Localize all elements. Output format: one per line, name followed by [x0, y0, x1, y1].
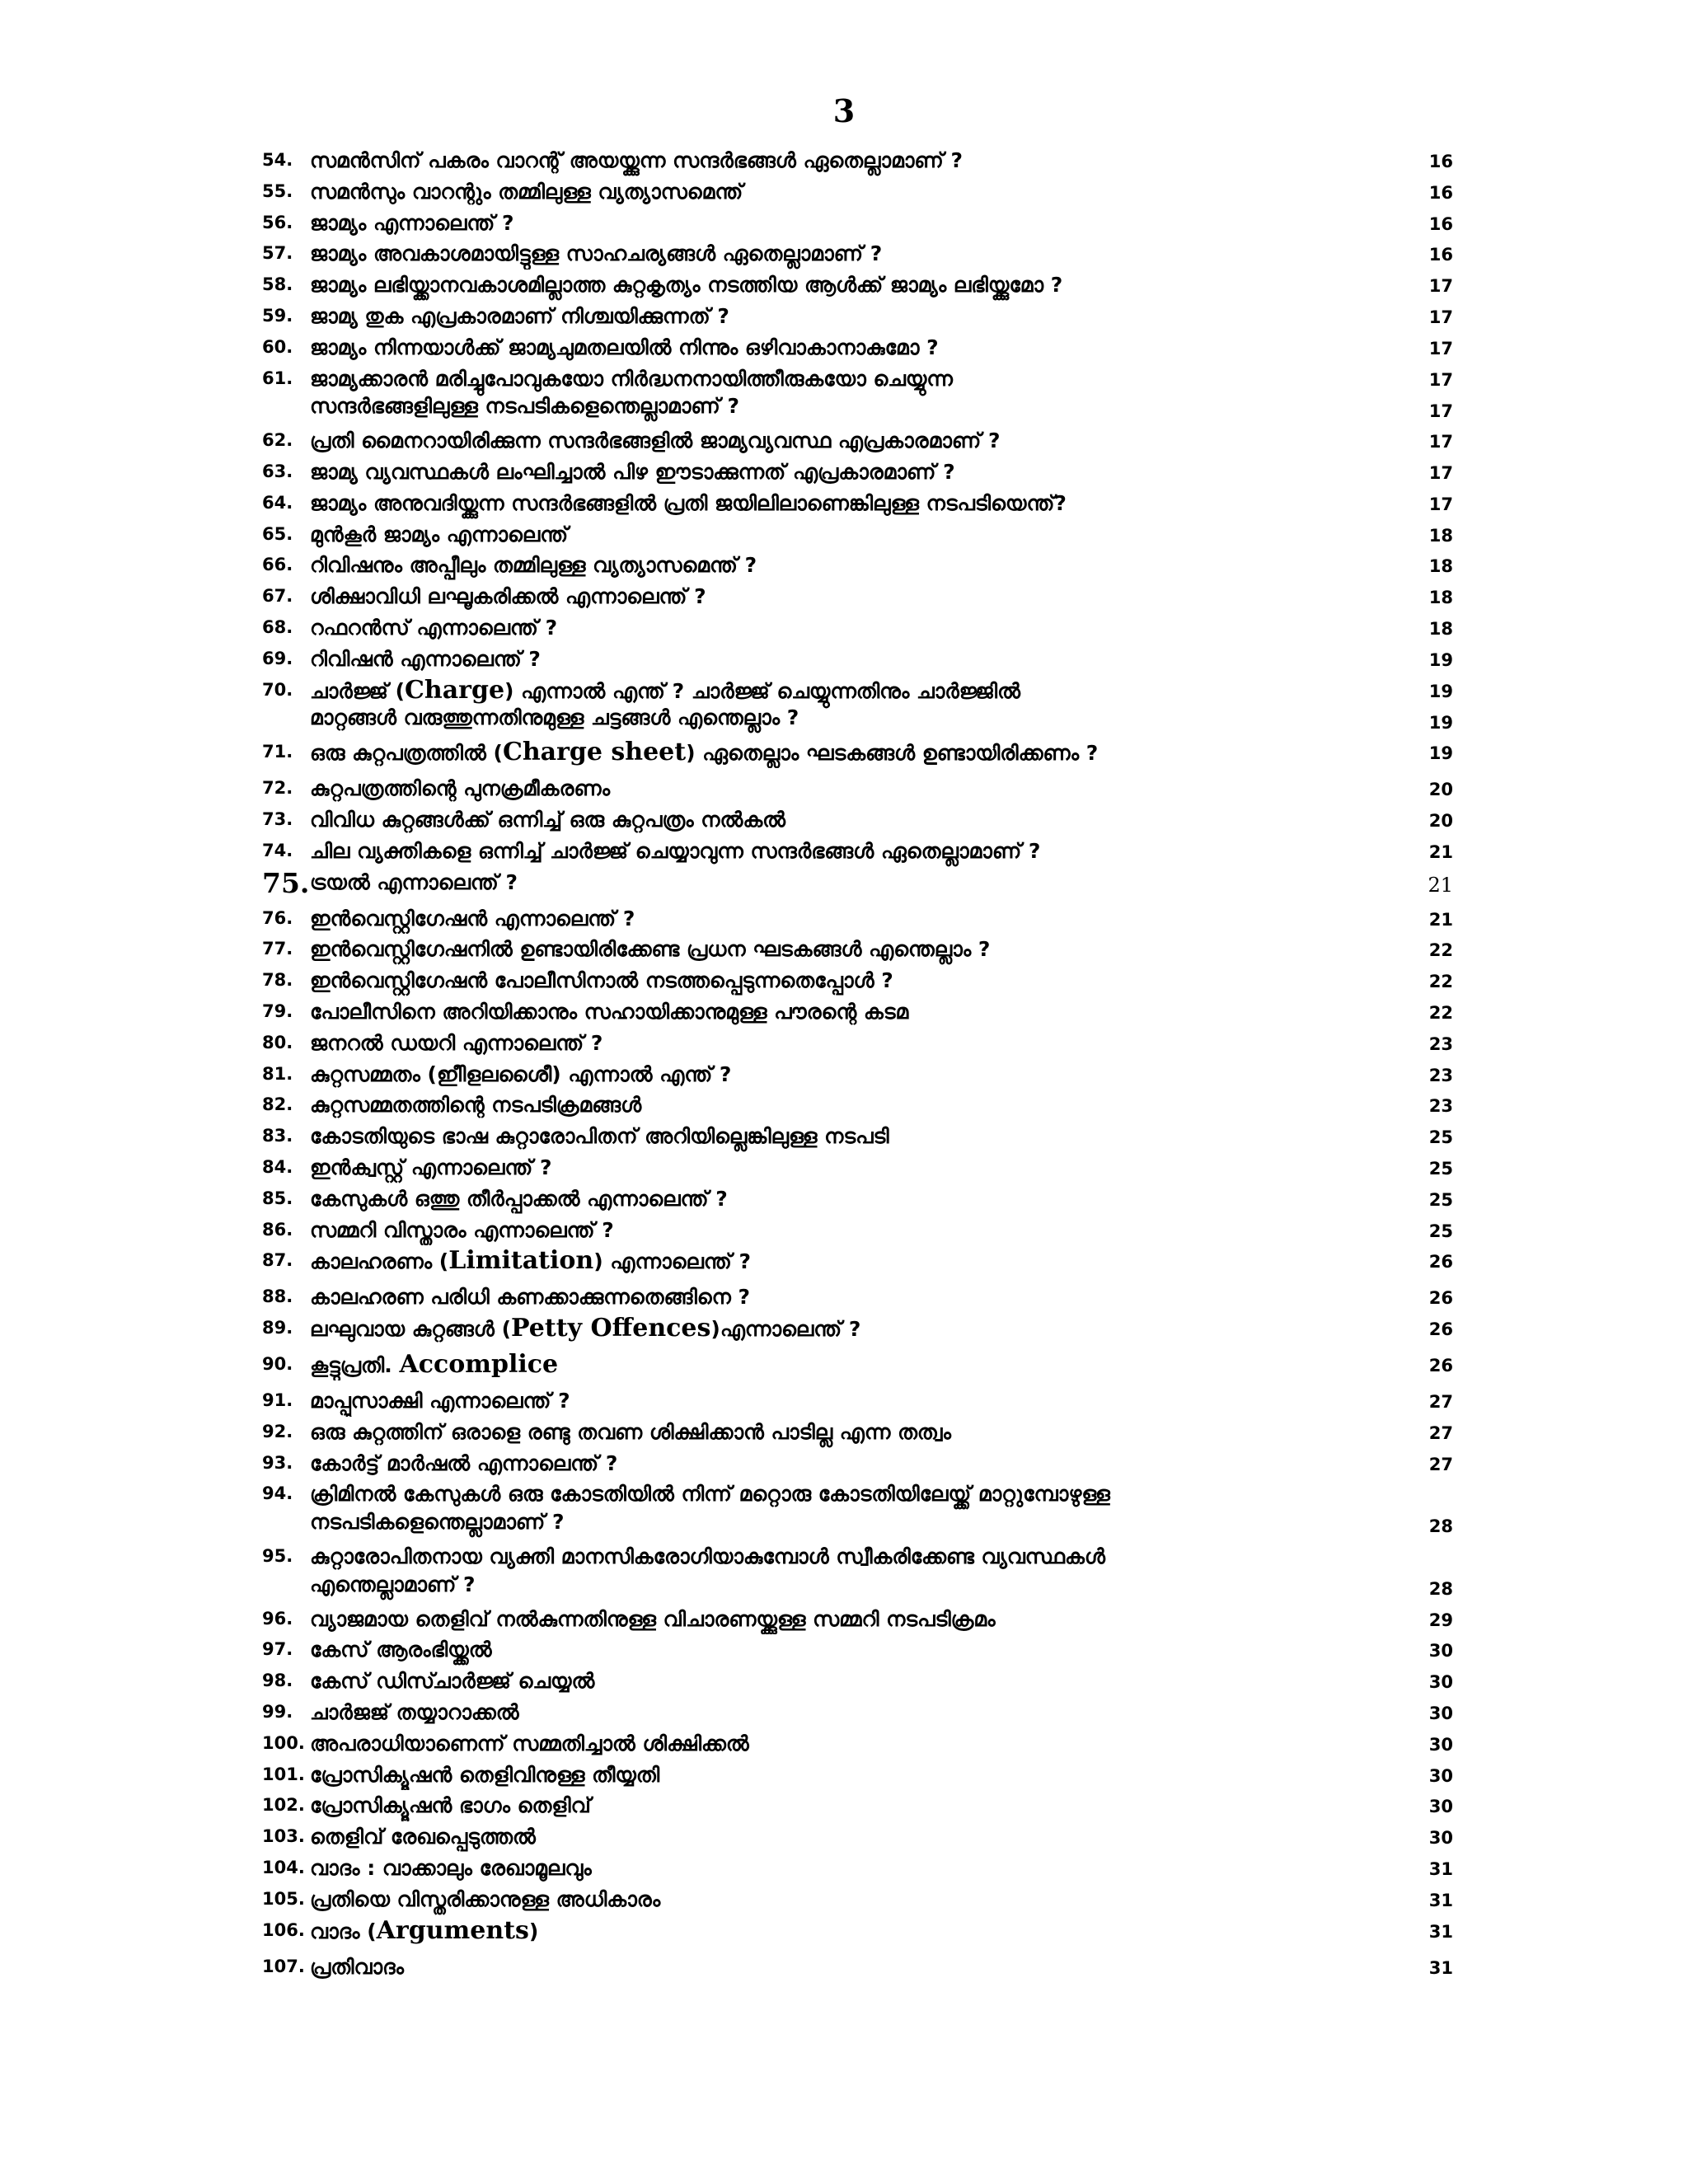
entry-number: 71. — [262, 742, 293, 762]
entry-title — [310, 429, 1379, 457]
entry-title — [310, 616, 1379, 644]
entry-title-line: സമ്മറി വിസ്താരം എന്നാലെന്ത് ? — [310, 1217, 614, 1242]
entry-title-line: ലഘുവായ കുറ്റങ്ങൾ (Petty Offences)എന്നാലെന്ത് ? — [310, 1316, 861, 1343]
entry-title — [310, 870, 1379, 898]
entry-title-line: ജാമ്യം അനുവദിയ്ക്കുന്ന സന്ദർഭങ്ങളിൽ പ്രതി ജയിലിലാണെങ്കിലുള്ള നടപടിയെന്ത്? — [310, 490, 1067, 515]
toc-entry — [262, 1605, 1453, 1637]
toc-entry — [262, 1387, 1453, 1418]
entry-number: 92. — [262, 1421, 293, 1441]
entry-page-number: 25 — [1428, 1127, 1453, 1148]
entry-title-line: പ്രതിയെ വിസ്തരിക്കാനുള്ള അധികാരം — [310, 1886, 661, 1911]
entry-title — [310, 1638, 1379, 1666]
entry-page-number: 30 — [1428, 1765, 1453, 1786]
entry-number: 59. — [262, 305, 293, 326]
entry-title-line: ഇൻവെസ്റ്റിഗേഷൻ എന്നാലെന്ത് ? — [310, 906, 635, 930]
entry-title — [310, 523, 1379, 551]
entry-title — [310, 1763, 1379, 1791]
toc-entry — [262, 178, 1453, 209]
entry-page-number: 16 — [1428, 213, 1453, 234]
entry-number: 107. — [262, 1956, 305, 1976]
toc-entry — [262, 1122, 1453, 1154]
table-of-contents — [262, 147, 1453, 1984]
entry-title-line: വാദം : വാക്കാലും രേഖാമൂലവും — [310, 1856, 592, 1881]
toc-entry — [262, 521, 1453, 552]
entry-title-line: ഒരു കുറ്റത്തിന് ഒരാളെ രണ്ടു തവണ ശിക്ഷിക്കാൻ പാടില്ല എന്ന തത്വം — [310, 1419, 951, 1444]
entry-title — [310, 148, 1379, 176]
entry-number: 63. — [262, 461, 293, 481]
entry-title — [310, 1544, 1379, 1601]
entry-title — [310, 1919, 1379, 1947]
entry-title-line: ജാമ്യം അവകാശമായിട്ടുള്ള സാഹചര്യങ്ങൾ ഏതെല്ലാമാണ് ? — [310, 241, 883, 266]
entry-title — [310, 1700, 1379, 1728]
entry-title — [310, 1285, 1379, 1313]
entry-title-line: ജാമ്യ തുക എപ്രകാരമാണ് നിശ്ചയിക്കുന്നത് ? — [310, 303, 729, 328]
entry-page-number: 17 — [1428, 401, 1453, 421]
entry-number: 89. — [262, 1318, 293, 1338]
toc-entry — [262, 837, 1453, 869]
entry-page-number: 28 — [1428, 1516, 1453, 1537]
entry-title-line: പോലീസിനെ അറിയിക്കാനും സഹായിക്കാനുമുള്ള പൗരന്റെ കടമ — [310, 999, 909, 1024]
entry-title — [310, 1793, 1379, 1821]
entry-title-line: സമൻസിന് പകരം വാറന്റ് അയയ്ക്കുന്ന സന്ദർഭങ്ങൾ ഏതെല്ലാമാണ് ? — [310, 148, 964, 172]
toc-entry — [262, 458, 1453, 490]
toc-entry — [262, 334, 1453, 365]
entry-title-line: വ്യാജമായ തെളിവ് നൽകുന്നതിനുള്ള വിചാരണയ്ക്കുള്ള സമ്മറി നടപടിക്രമം — [310, 1606, 996, 1631]
entry-number: 58. — [262, 274, 293, 295]
entry-number: 96. — [262, 1608, 293, 1629]
entry-title — [310, 304, 1379, 332]
entry-title-line: അപരാധിയാണെന്ന് സമ്മതിച്ചാൽ ശിക്ഷിക്കൽ — [310, 1731, 749, 1755]
entry-page-number: 18 — [1428, 588, 1453, 608]
page-number: 3 — [832, 92, 856, 129]
entry-title-line: സന്ദർഭങ്ങളിലുള്ള നടപടികളെന്തെല്ലാമാണ് ? — [310, 394, 740, 419]
entry-title — [310, 273, 1379, 301]
entry-page-number: 18 — [1428, 618, 1453, 639]
entry-page-number: 19 — [1428, 681, 1453, 701]
toc-entry — [262, 427, 1453, 458]
entry-page-number: 30 — [1428, 1828, 1453, 1849]
entry-title-line: ജാമ്യക്കാരൻ മരിച്ചുപോവുകയോ നിർദ്ധനനായിത്തീരുകയോ ചെയ്യുന്ന — [310, 366, 953, 391]
entry-number: 87. — [262, 1250, 293, 1271]
entry-title-line: ക്രിമിനൽ കേസുകൾ ഒരു കോടതിയിൽ നിന്ന് മറ്റൊരു കോടതിയിലേയ്ക്ക് മാറ്റുമ്പോഴുള്ള — [310, 1482, 1110, 1507]
entry-title-line: കേസ് ആരംഭിയ്ക്കൽ — [310, 1638, 492, 1662]
entry-number: 70. — [262, 679, 293, 700]
entry-number: 66. — [262, 555, 293, 575]
entry-title — [310, 1062, 1379, 1090]
toc-entry — [262, 1351, 1453, 1387]
entry-number: 77. — [262, 939, 293, 959]
toc-entry — [262, 271, 1453, 302]
toc-entry — [262, 209, 1453, 241]
toc-entry — [262, 1854, 1453, 1886]
toc-entry — [262, 1543, 1453, 1605]
entry-number: 74. — [262, 840, 293, 860]
entry-number: 57. — [262, 243, 293, 264]
entry-title — [310, 1451, 1379, 1479]
entry-title-line: പ്രോസിക്യൂഷൻ ഭാഗം തെളിവ് — [310, 1793, 591, 1818]
entry-title-line: ചില വ്യക്തികളെ ഒന്നിച്ച് ചാർജ്ജ് ചെയ്യാവുന്ന സന്ദർഭങ്ങൾ ഏതെല്ലാമാണ് ? — [310, 838, 1041, 863]
entry-page-number: 17 — [1428, 338, 1453, 359]
entry-title — [310, 740, 1379, 768]
entry-title-line: സമൻസും വാറന്റും തമ്മിലുള്ള വ്യത്യാസമെന്ത് — [310, 179, 743, 204]
entry-page-number: 17 — [1428, 307, 1453, 327]
entry-title-line: എന്തെല്ലാമാണ് ? — [310, 1572, 476, 1596]
entry-title-line: തെളിവ് രേഖപ്പെടുത്തൽ — [310, 1825, 536, 1849]
entry-title — [310, 1482, 1379, 1538]
entry-number: 102. — [262, 1795, 305, 1816]
entry-number: 88. — [262, 1286, 293, 1307]
toc-entry — [262, 1823, 1453, 1854]
entry-number: 54. — [262, 150, 293, 170]
entry-title — [310, 1249, 1379, 1277]
entry-title-line: ജാമ്യം ലഭിയ്ക്കാനവകാശമില്ലാത്ത കുറ്റകൃത്യം നടത്തിയ ആൾക്ക് ജാമ്യം ലഭിയ്ക്കുമോ ? — [310, 273, 1063, 298]
entry-title — [310, 678, 1379, 734]
toc-entry — [262, 1061, 1453, 1092]
entry-title-line: കേസുകൾ ഒത്തു തീർപ്പാക്കൽ എന്നാലെന്ത് ? — [310, 1186, 728, 1211]
entry-title-line: വിവിധ കുറ്റങ്ങൾക്ക് ഒന്നിച്ച് ഒരു കുറ്റപത്രം നൽകൽ — [310, 807, 786, 832]
entry-number: 94. — [262, 1483, 293, 1504]
toc-entry — [262, 1761, 1453, 1793]
entry-title-line: വാദം (Arguments) — [310, 1918, 539, 1945]
entry-number: 105. — [262, 1888, 305, 1909]
entry-page-number: 18 — [1428, 525, 1453, 546]
entry-title — [310, 1031, 1379, 1059]
entry-page-number: 23 — [1428, 1065, 1453, 1085]
entry-page-number: 25 — [1428, 1158, 1453, 1179]
entry-title — [310, 241, 1379, 269]
entry-number: 60. — [262, 336, 293, 357]
toc-entry — [262, 614, 1453, 645]
entry-title — [310, 907, 1379, 935]
entry-title — [310, 1352, 1379, 1380]
entry-number: 78. — [262, 970, 293, 991]
entry-number: 104. — [262, 1858, 305, 1878]
toc-entry — [262, 1667, 1453, 1699]
entry-title-line: കാലഹരണ പരിധി കണക്കാക്കുന്നതെങ്ങിനെ ? — [310, 1285, 751, 1310]
entry-page-number: 17 — [1428, 369, 1453, 390]
toc-entry — [262, 1091, 1453, 1122]
entry-page-number: 20 — [1428, 810, 1453, 831]
entry-page-number: 21 — [1428, 909, 1453, 930]
entry-number: 97. — [262, 1639, 293, 1660]
entry-title — [310, 776, 1379, 804]
entry-page-number: 30 — [1428, 1672, 1453, 1693]
entry-number: 65. — [262, 523, 293, 544]
entry-number: 101. — [262, 1764, 305, 1784]
entry-page-number: 19 — [1428, 649, 1453, 670]
toc-entry — [262, 1216, 1453, 1248]
entry-title-line: മാപ്പുസാക്ഷി എന്നാലെന്ത് ? — [310, 1389, 570, 1413]
entry-title — [310, 1316, 1379, 1344]
toc-entry — [262, 1185, 1453, 1216]
entry-number: 106. — [262, 1919, 305, 1940]
entry-title-line: കൂട്ടുപ്രതി. Accomplice — [310, 1352, 559, 1380]
entry-title-line: ഒരു കുറ്റപത്രത്തിൽ (Charge sheet) ഏതെല്ലാം ഘടകങ്ങൾ ഉണ്ടായിരിക്കണം ? — [310, 740, 1099, 767]
entry-number: 55. — [262, 180, 293, 201]
entry-title — [310, 491, 1379, 519]
entry-title-line: ചാർജ്ജ് (Charge) എന്നാൽ എന്ത് ? ചാർജ്ജ് ചെയ്യുന്നതിനും ചാർജ്ജിൽ — [310, 677, 1020, 705]
entry-title — [310, 1732, 1379, 1760]
entry-number: 76. — [262, 907, 293, 928]
entry-page-number: 25 — [1428, 1221, 1453, 1241]
toc-entry — [262, 1953, 1453, 1985]
entry-number: 56. — [262, 212, 293, 232]
entry-title — [310, 367, 1379, 423]
toc-entry — [262, 1730, 1453, 1761]
entry-number: 100. — [262, 1732, 305, 1753]
entry-title — [310, 1155, 1379, 1183]
entry-number: 72. — [262, 778, 293, 799]
entry-title-line: നടപടികളെന്തെല്ലാമാണ് ? — [310, 1510, 565, 1535]
entry-number: 90. — [262, 1354, 293, 1375]
toc-entry — [262, 677, 1453, 739]
toc-entry — [262, 1886, 1453, 1917]
entry-page-number: 19 — [1428, 743, 1453, 764]
toc-entry — [262, 240, 1453, 271]
toc-entry — [262, 1699, 1453, 1730]
entry-title-line: കാലഹരണം (Limitation) എന്നാലെന്ത് ? — [310, 1249, 751, 1276]
entry-title — [310, 460, 1379, 488]
entry-title-line: ശിക്ഷാവിധി ലഘൂകരിക്കൽ എന്നാലെന്ത് ? — [310, 584, 706, 609]
entry-page-number: 16 — [1428, 182, 1453, 203]
toc-entry — [262, 905, 1453, 936]
toc-entry — [262, 1792, 1453, 1823]
entry-number: 95. — [262, 1546, 293, 1567]
entry-page-number: 16 — [1428, 245, 1453, 265]
entry-title-line: ജാമ്യം എന്നാലെന്ത് ? — [310, 210, 514, 235]
entry-page-number: 25 — [1428, 1189, 1453, 1210]
entry-title — [310, 1093, 1379, 1121]
entry-title — [310, 808, 1379, 836]
entry-number: 86. — [262, 1219, 293, 1240]
toc-entry — [262, 365, 1453, 428]
entry-number: 91. — [262, 1390, 293, 1411]
entry-number: 68. — [262, 616, 293, 637]
entry-page-number: 26 — [1428, 1356, 1453, 1376]
entry-title-line: കുറ്റപത്രത്തിന്റെ പുനക്രമീകരണം — [310, 776, 611, 801]
entry-title-line: റിവിഷൻ എന്നാലെന്ത് ? — [310, 646, 541, 671]
entry-page-number: 31 — [1428, 1921, 1453, 1942]
toc-entry — [262, 1480, 1453, 1543]
entry-title — [310, 839, 1379, 867]
toc-entry — [262, 1315, 1453, 1351]
entry-title — [310, 937, 1379, 965]
entry-title-line: കുറ്റാരോപിതനായ വ്യക്തി മാനസികരോഗിയാകുമ്പോൾ സ്വീകരിക്കേണ്ട വ്യവസ്ഥകൾ — [310, 1544, 1105, 1569]
entry-title-line: ജനറൽ ഡയറി എന്നാലെന്ത് ? — [310, 1030, 603, 1055]
entry-number: 103. — [262, 1826, 305, 1847]
toc-entry — [262, 551, 1453, 583]
toc-entry — [262, 866, 1453, 905]
entry-title — [310, 1825, 1379, 1853]
toc-entry — [262, 935, 1453, 967]
entry-number: 84. — [262, 1156, 293, 1177]
toc-entry — [262, 1029, 1453, 1061]
entry-page-number: 29 — [1428, 1610, 1453, 1630]
entry-title — [310, 180, 1379, 208]
entry-page-number: 27 — [1428, 1422, 1453, 1443]
entry-title-line: മുൻകൂർ ജാമ്യം എന്നാലെന്ത് — [310, 522, 569, 546]
entry-page-number: 17 — [1428, 462, 1453, 483]
entry-title — [310, 211, 1379, 239]
entry-title-line: ജാമ്യ വ്യവസ്ഥകൾ ലംഘിച്ചാൽ പിഴ ഈടാക്കുന്നത് എപ്രകാരമാണ് ? — [310, 459, 955, 484]
entry-title — [310, 553, 1379, 581]
entry-page-number: 23 — [1428, 1033, 1453, 1054]
toc-entry — [262, 775, 1453, 806]
toc-entry — [262, 147, 1453, 178]
entry-page-number: 26 — [1428, 1288, 1453, 1309]
entry-page-number: 30 — [1428, 1641, 1453, 1661]
entry-title — [310, 335, 1379, 363]
entry-title — [310, 968, 1379, 996]
entry-title — [310, 1187, 1379, 1215]
entry-page-number: 26 — [1428, 1319, 1453, 1340]
entry-title — [310, 1000, 1379, 1028]
entry-title — [310, 1124, 1379, 1152]
toc-entry — [262, 738, 1453, 775]
entry-page-number: 31 — [1428, 1859, 1453, 1880]
entry-page-number: 30 — [1428, 1704, 1453, 1724]
entry-page-number: 30 — [1428, 1734, 1453, 1755]
entry-title-line: കോർട്ട് മാർഷൽ എന്നാലെന്ത് ? — [310, 1451, 618, 1475]
entry-page-number: 19 — [1428, 712, 1453, 733]
entry-number: 67. — [262, 586, 293, 607]
toc-entry — [262, 645, 1453, 677]
entry-page-number: 23 — [1428, 1096, 1453, 1117]
entry-page-number: 31 — [1428, 1957, 1453, 1978]
entry-page-number: 22 — [1428, 972, 1453, 992]
toc-entry — [262, 967, 1453, 998]
entry-title — [310, 1887, 1379, 1915]
entry-page-number: 26 — [1428, 1252, 1453, 1272]
toc-entry — [262, 1247, 1453, 1283]
entry-number: 61. — [262, 368, 293, 388]
entry-page-number: 17 — [1428, 432, 1453, 452]
entry-title-line: മാറ്റങ്ങൾ വരുത്തുന്നതിനുമുള്ള ചട്ടങ്ങൾ എന്തെല്ലാം ? — [310, 705, 799, 730]
entry-number: 99. — [262, 1702, 293, 1722]
entry-title — [310, 1218, 1379, 1246]
entry-page-number: 31 — [1428, 1890, 1453, 1910]
entry-title — [310, 1607, 1379, 1635]
entry-page-number: 22 — [1428, 1002, 1453, 1023]
toc-entry — [262, 1283, 1453, 1315]
entry-number: 93. — [262, 1452, 293, 1473]
entry-title — [310, 584, 1379, 612]
entry-title-line: ട്രയൽ എന്നാലെന്ത് ? — [310, 869, 518, 894]
entry-page-number: 21 — [1428, 841, 1453, 862]
entry-page-number: 27 — [1428, 1392, 1453, 1413]
entry-page-number: 30 — [1428, 1797, 1453, 1817]
entry-number: 73. — [262, 808, 293, 829]
entry-title-line: ജാമ്യം നിന്നയാൾക്ക് ജാമ്യചുമതലയിൽ നിന്നും ഒഴിവാകാനാകുമോ ? — [310, 335, 939, 359]
entry-title-line: ഇൻവെസ്റ്റിഗേഷൻ പോലീസിനാൽ നടത്തപ്പെടുന്നതെപ്പോൾ ? — [310, 968, 893, 993]
entry-number: 64. — [262, 492, 293, 513]
entry-number: 81. — [262, 1063, 293, 1084]
entry-title — [310, 647, 1379, 675]
entry-title-line: ഇൻക്വസ്റ്റ് എന്നാലെന്ത് ? — [310, 1155, 552, 1179]
entry-page-number: 22 — [1428, 940, 1453, 961]
entry-title — [310, 1955, 1379, 1983]
entry-page-number: 16 — [1428, 152, 1453, 171]
entry-page-number: 27 — [1428, 1454, 1453, 1474]
entry-title-line: ഇൻവെസ്റ്റിഗേഷനിൽ ഉണ്ടായിരിക്കേണ്ട പ്രധന ഘടകങ്ങൾ എന്തെല്ലാം ? — [310, 937, 991, 962]
entry-page-number: 17 — [1428, 276, 1453, 297]
entry-title — [310, 1420, 1379, 1448]
entry-title-line: കോടതിയുടെ ഭാഷ കുറ്റാരോപിതന് അറിയില്ലെങ്കിലുള്ള നടപടി — [310, 1124, 889, 1149]
entry-title-line: റിവിഷനും അപ്പീലും തമ്മിലുള്ള വ്യത്യാസമെന്ത് ? — [310, 553, 757, 578]
toc-entry — [262, 1154, 1453, 1185]
entry-title-line: കുറ്റസമ്മതത്തിന്റെ നടപടിക്രമങ്ങൾ — [310, 1093, 642, 1118]
entry-number: 80. — [262, 1032, 293, 1052]
entry-title — [310, 1856, 1379, 1884]
entry-title-line: പ്രതി മൈനറായിരിക്കുന്ന സന്ദർഭങ്ങളിൽ ജാമ്യവ്യവസ്ഥ എപ്രകാരമാണ് ? — [310, 429, 1001, 453]
toc-entry — [262, 490, 1453, 521]
entry-page-number: 20 — [1428, 780, 1453, 800]
toc-entry — [262, 1450, 1453, 1481]
entry-number: 79. — [262, 1001, 293, 1021]
toc-entry — [262, 1636, 1453, 1667]
entry-number: 69. — [262, 648, 293, 668]
entry-number: 75. — [262, 866, 310, 899]
entry-title-line: പ്രതിവാദം — [310, 1954, 405, 1979]
entry-title-line: പ്രോസിക്യൂഷൻ തെളിവിനുള്ള തീയ്യതി — [310, 1762, 660, 1787]
toc-entry — [262, 806, 1453, 837]
toc-entry — [262, 998, 1453, 1029]
entry-page-number: 18 — [1428, 556, 1453, 577]
entry-page-number: 28 — [1428, 1579, 1453, 1600]
toc-entry — [262, 302, 1453, 334]
entry-number: 62. — [262, 430, 293, 451]
entry-number: 83. — [262, 1126, 293, 1146]
entry-page-number: 21 — [1428, 873, 1453, 897]
entry-number: 85. — [262, 1188, 293, 1208]
entry-title-line: റഫറൻസ് എന്നാലെന്ത് ? — [310, 615, 558, 640]
toc-entry — [262, 583, 1453, 614]
toc-entry — [262, 1418, 1453, 1450]
entry-number: 98. — [262, 1671, 293, 1691]
entry-title-line: കേസ് ഡിസ്ചാർജ്ജ് ചെയ്യൽ — [310, 1669, 595, 1694]
entry-title-line: കുറ്റസമ്മതം (ഇീിളലശൈീ) എന്നാൽ എന്ത് ? — [310, 1062, 732, 1086]
entry-title — [310, 1669, 1379, 1697]
entry-number: 82. — [262, 1094, 293, 1115]
entry-page-number: 17 — [1428, 494, 1453, 514]
entry-title-line: ചാർജജ് തയ്യാറാക്കൽ — [310, 1700, 519, 1725]
toc-entry — [262, 1917, 1453, 1953]
entry-title — [310, 1389, 1379, 1417]
